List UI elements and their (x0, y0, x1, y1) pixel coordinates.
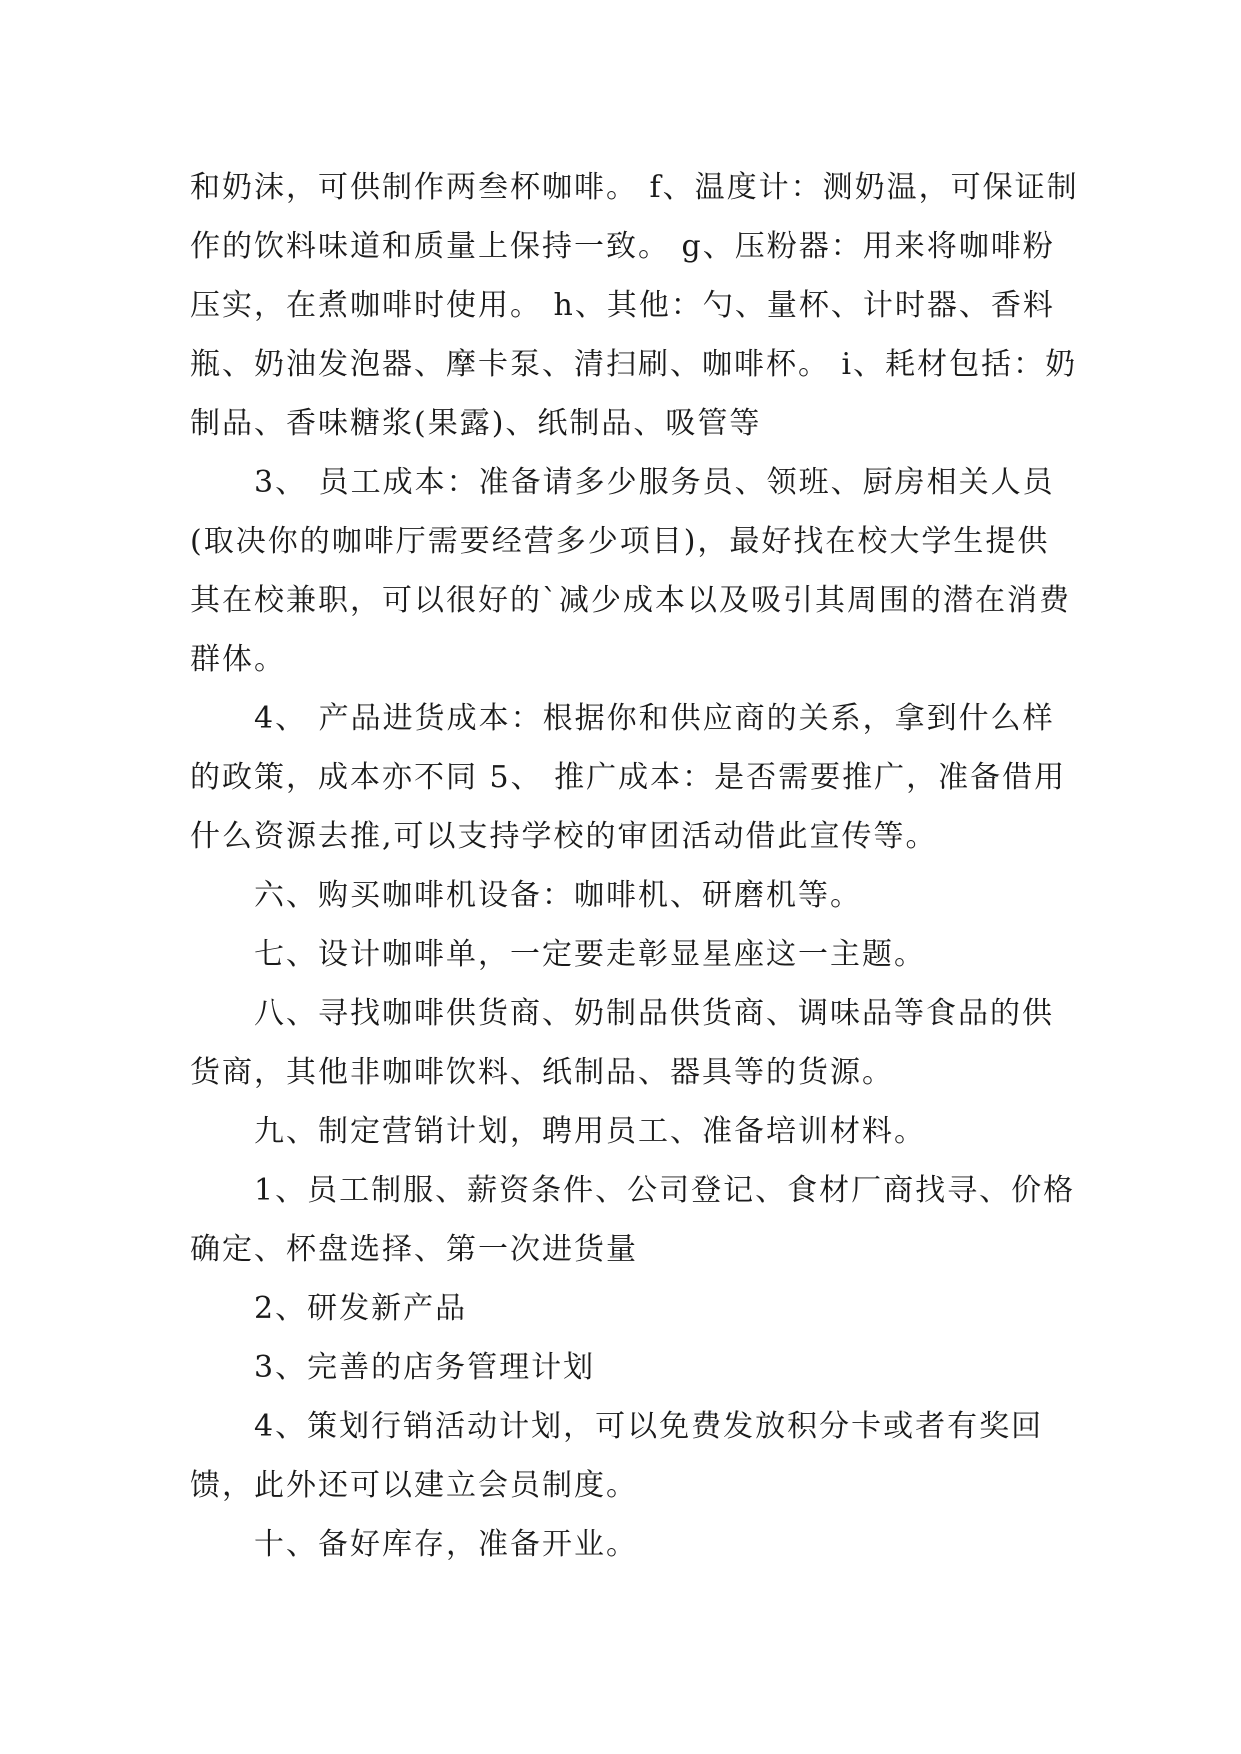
paragraph-step-nine: 九、制定营销计划，聘用员工、准备培训材料。 (254, 1114, 926, 1149)
paragraph-item-2: 2、研发新产品 (254, 1291, 468, 1326)
paragraph-item-1: 1、员工制服、薪资条件、公司登记、食材厂商找寻、价格确定、杯盘选择、第一次进货量 (190, 1173, 1076, 1267)
paragraph-step-eight: 八、寻找咖啡供货商、奶制品供货商、调味品等食品的供货商，其他非咖啡饮料、纸制品、器具等的货源。 (190, 996, 1054, 1090)
paragraph-staff-cost: 3、 员工成本：准备请多少服务员、领班、厨房相关人员(取决你的咖啡厅需要经营多少项目)，最好找在校大学生提供其在校兼职，可以很好的`减少成本以及吸引其周围的潜在消费群体。 (190, 465, 1071, 677)
paragraph-step-six: 六、购买咖啡机设备：咖啡机、研磨机等。 (254, 878, 862, 913)
paragraph-step-seven: 七、设计咖啡单，一定要走彰显星座这一主题。 (254, 937, 926, 972)
paragraph-equipment-list: 和奶沫，可供制作两叁杯咖啡。 f、温度计：测奶温，可保证制作的饮料味道和质量上保持一致。 g、压粉器：用来将咖啡粉压实，在煮咖啡时使用。 h、其他：勺、量杯、计时器、香料瓶、奶油发泡器、摩卡泵、清扫刷、咖啡杯。 i、耗材包括：奶制品、香味糖浆(果露)、纸制品、吸管等 (190, 170, 1079, 441)
document-body (190, 158, 1080, 1574)
paragraph-item-4: 4、策划行销活动计划，可以免费发放积分卡或者有奖回馈，此外还可以建立会员制度。 (190, 1409, 1044, 1503)
paragraph-item-3: 3、完善的店务管理计划 (254, 1350, 596, 1385)
paragraph-product-cost: 4、 产品进货成本：根据你和供应商的关系，拿到什么样的政策，成本亦不同 5、 推广成本：是否需要推广，准备借用什么资源去推,可以支持学校的审团活动借此宣传等。 (190, 701, 1067, 854)
paragraph-step-ten: 十、备好库存，准备开业。 (254, 1527, 638, 1562)
